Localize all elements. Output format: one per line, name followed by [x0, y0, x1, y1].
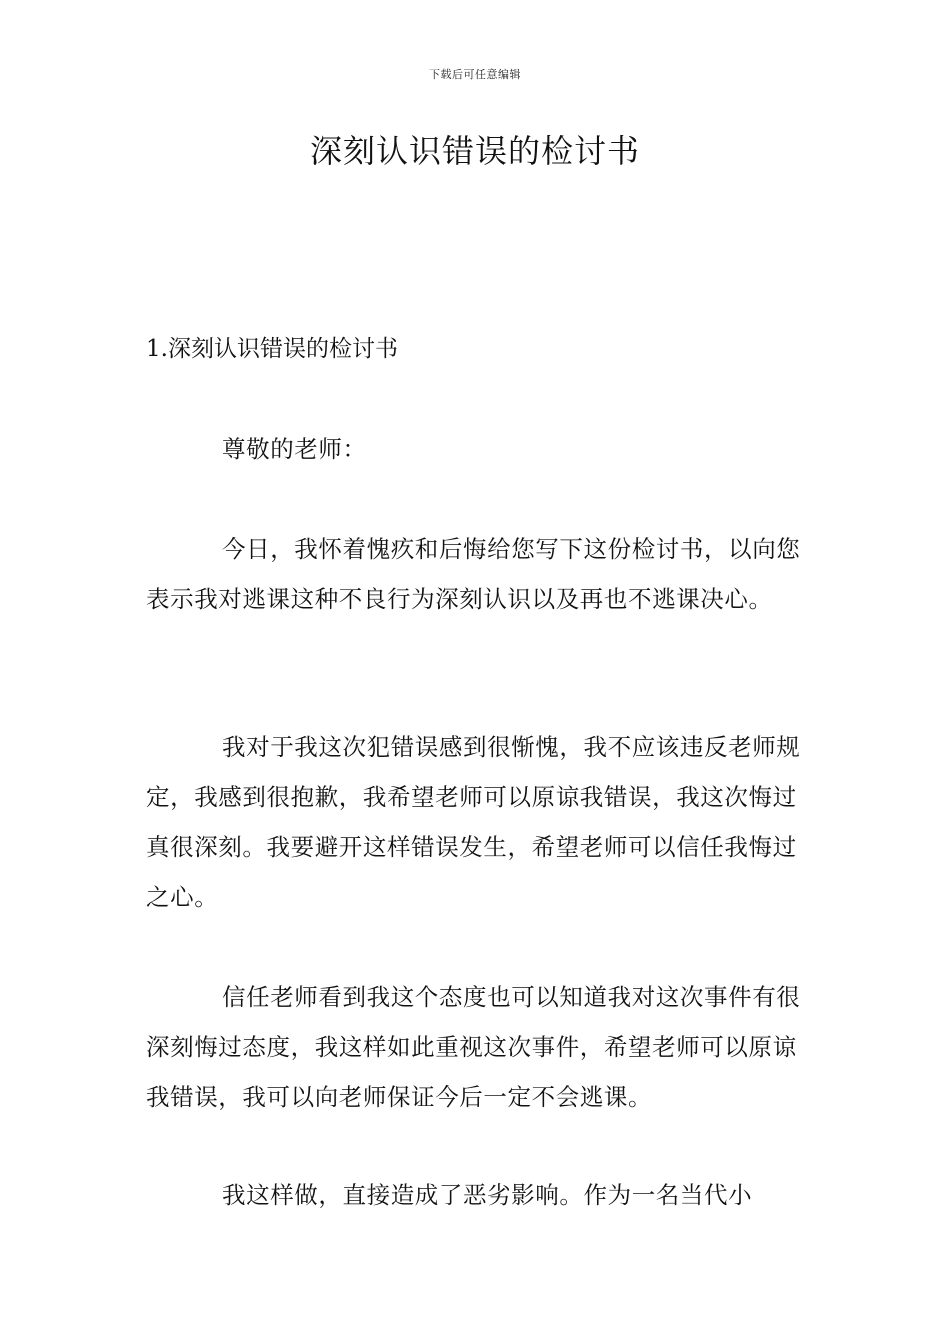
document-title: 深刻认识错误的检讨书 — [309, 132, 640, 170]
section-heading: 1.深刻认识错误的检讨书 — [146, 336, 398, 362]
salutation: 尊敬的老师： — [222, 435, 367, 463]
paragraph-1: 今日，我怀着愧疚和后悔给您写下这份检讨书，以向您表示我对逃课这种不良行为深刻认识以及再也不逃课决心。 — [146, 535, 801, 613]
paragraph-4: 我这样做，直接造成了恶劣影响。作为一名当代小 — [222, 1181, 753, 1209]
paragraph-3: 信任老师看到我这个态度也可以知道我对这次事件有很深刻悔过态度，我这样如此重视这次事件，希望老师可以原谅我错误，我可以向老师保证今后一定不会逃课。 — [146, 983, 801, 1111]
page-header-note: 下载后可任意编辑 — [429, 68, 521, 81]
paragraph-2: 我对于我这次犯错误感到很惭愧，我不应该违反老师规定，我感到很抱歉，我希望老师可以原谅我错误，我这次悔过真很深刻。我要避开这样错误发生，希望老师可以信任我悔过之心。 — [146, 733, 801, 911]
